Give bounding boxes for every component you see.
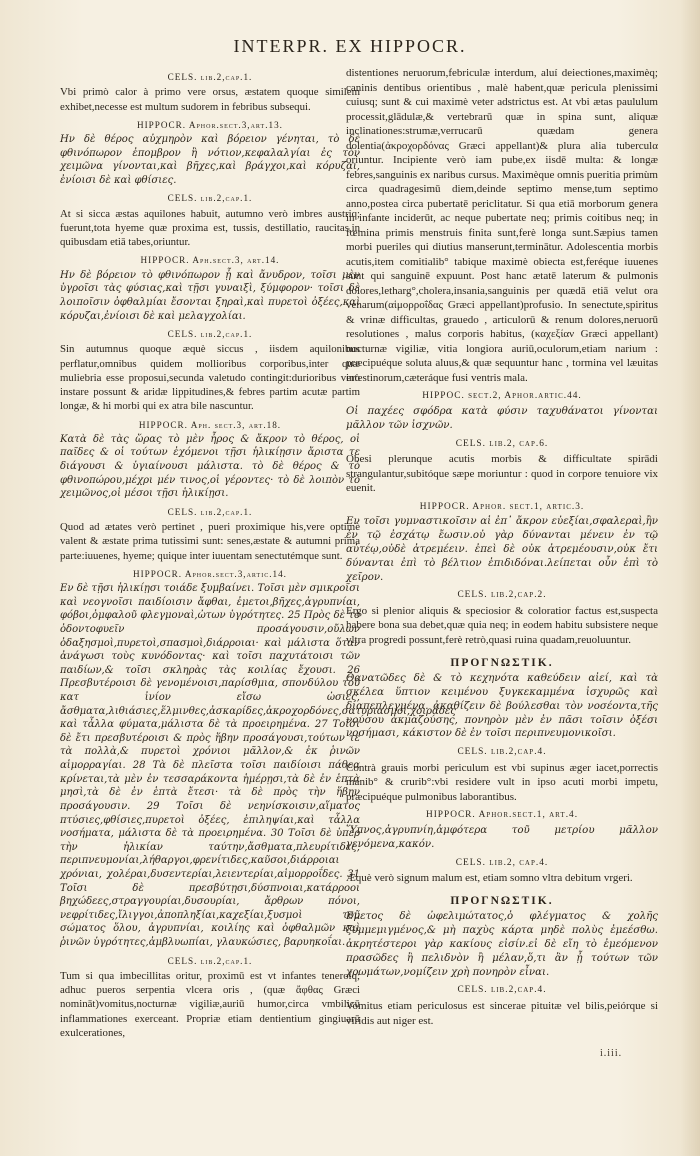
section-title: ΠΡΟΓΝΩΣΤΙΚ. (450, 894, 554, 907)
greek-paragraph: Κατὰ δὲ τὰς ὥρας τὸ μὲν ἦρος & ἄκρον τὸ θέρος, οἱ παῖδες & οἱ τούτων ἐχόμενοι τῇσι ἡλικίῃσιν ἄριστα τε διάγουσι & ὑγιαίνουσι μάλιστα. τὸ δὲ θέρος & τὸ φθινοπώρου,μέχρι μέν τινος,οἱ γέροντες· τὸ δὲ λοιπὸν τὸ χειμῶνος,οἱ μέσοι τῇσι ἡλικίῃσι. (60, 433, 360, 500)
citation-heading: HIPPOCR. Aphor.sect.3,art.13. (137, 119, 283, 130)
running-head: INTERPR. EX HIPPOCR. (233, 36, 467, 56)
left-column (60, 66, 456, 1040)
latin-paragraph: Æquè verò signum malum est, etiam somno vltra debitum vrgeri. (346, 872, 633, 885)
citation-heading: CELS. lib.2,cap.1. (167, 329, 253, 340)
latin-paragraph: At si sicca æstas aquilones habuit, autumno verò imbres austriq; fuerunt,tota hyeme quæ proxima est, tussis, destillatio, raucitas,in quibusdam etiā tabes,oriuntur. (60, 207, 360, 249)
citation-heading: CELS. lib.2,cap.2. (457, 590, 547, 601)
citation-heading: HIPPOCR. Aph. sect.3, art.18. (138, 419, 282, 430)
citation-heading: CELS. lib.2, cap.6. (455, 438, 549, 449)
citation-heading: CELS. lib.2,cap.1. (167, 506, 253, 517)
greek-paragraph: Εν τοῖσι γυμναστικοῖσιν αἱ ἐπ᾽ ἄκρον εὐεξίαι,σφαλεραὶ,ἢν ἐν τῷ ἐσχάτῳ ἔωσιν.οὐ γὰρ δύνανται μένειν ἐν τῷ αὐτέῳ,οὐδὲ ἀτρεμέειν. ἐπεὶ δὲ οὐκ ἀτρεμέουσιν,οὐκ ἔτι δύνανται ἐπὶ τὸ βέλτιον ἐπιδιδόναι.λείπεται οὖν ἐπὶ τὸ χεῖρον. (346, 516, 658, 583)
latin-paragraph: Obesi plerunque acutis morbis & difficultate spirādi strangulantur,subitóque sæpe moriuntur : quod in corpore tenuiore vix euenit. (346, 453, 658, 495)
latin-paragraph: Ergo si plenior aliquis & speciosior & coloratior factus est,suspecta habere bona sua debet,quæ quia neq; in eodem habitu subsistere neque vltra progredi possunt,ferè retrò,quasi ruina quadam,reuoluuntur. (346, 604, 658, 646)
citation-heading: CELS. lib.2, cap.4. (455, 857, 549, 868)
citation-heading: CELS. lib.2,cap.4. (457, 747, 547, 758)
latin-paragraph: Vbi primò calor à primo vere orsus, æstatem quoque similem exhibet,necesse est multum sudorem in febribus subsequi. (60, 86, 360, 113)
page-edge-stain (680, 0, 700, 1156)
citation-heading: HIPPOCR. Aphor.sect.3,artic.14. (133, 568, 287, 579)
right-column (346, 66, 658, 1028)
greek-paragraph: Εμετος δὲ ὠφελιμώτατος,ὁ φλέγματος & χολῆς ξυμμεμιγμένος,& μὴ παχὺς κάρτα μηδὲ πολὺς ἐμεέσθω. ἀκρητέστεροι γὰρ κακίους εἰσίν.εἰ δὲ εἴη τὸ ἐμεόμενον πρασῶδες ἢ πελιδνὸν ἢ μέλαν,ὅ,τι ἂν ᾖ τούτων τῶν χρωμάτων,νομίζειν χρὴ πονηρὸν εἶναι. (346, 911, 658, 978)
greek-paragraph: Ην δὲ βόρειον τὸ φθινόπωρον ᾖ καὶ ἄνυδρον, τοῖσι μὲν ὑγροῖσι τὰς φύσιας,καὶ τῇσι γυναιξὶ, ξύμφορον· τοῖσι δὲ λοιποῖσιν ὀφθαλμίαι ἔσονται ξηραὶ,καὶ πυρετοὶ ὀξέες,καὶ κόρυζαι,ἐνίοισι δὲ καὶ μελαγχολίαι. (60, 269, 360, 322)
citation-heading: HIPPOCR. Aph.sect.3, art.14. (140, 255, 280, 266)
greek-paragraph: Ὕπνος,ἀγρυπνίη,ἀμφότερα τοῦ μετρίου μᾶλλον γενόμενα,κακόν. (346, 824, 658, 850)
latin-paragraph: Sin autumnus quoque æquè siccus , iisdem aquilonibus perflatur,omnibus quidem mollioribus corporibus,inter quæ muliebria esse proposui,secunda valetudo contingit:durioribus verò instare possunt & aridæ lippitudines,& febres partim acutæ partim longæ, & hi morbi qui ex atra bile nascuntur. (60, 343, 360, 413)
citation-heading: HIPPOCR. Aphor. sect.1, artic.3. (419, 501, 585, 512)
greek-paragraph: Ην δὲ θέρος αὐχμηρὸν καὶ βόρειον γένηται, τὸ δὲ φθινόπωρον ἐπομβρον ἢ νότιον,κεφαλαλγίαι ἐς τὸν χειμῶνα γίνονται,καὶ βῆχες,καὶ βράγχοι,καὶ κόρυζαι, ἐνίοισι δὲ καὶ φθίσιες. (60, 134, 360, 186)
latin-paragraph: distentiones neruorum,febriculæ interdum, aluí deiectiones,maximèq; caninis dentibus orientibus , malè habent,quæ pericula plenissimi cuiusq; sunt & cui maximè veter adstrictus est. At vbi ætas paululum processit,glādulæ,& vertebrarū quæ in spina sunt, aliquæ inclinationes:strumæ,verrucarū quædam genera dolentia(ἀκροχορδόνας Græci appellant)& plura alia tuberculα oriuntur. Incipiente verò iam pube,ex iisdē multa: & longæ febres,sanguinis ex naribus cursus. Maximèque omnis pueritia primùm circa quadragesimū diem,deinde septimo mense,tum septimo anno,postea circa pubertatē periclitatur. Si qua etiā morborum genera in infante inciderūt, ac neque pubertate neq; primis coitibus neq; in fœmina primis menstruis finita sunt,ferè longa sunt.Sæpius tamen morbi pueriles qui diutius manserunt,terminātur. Adolescentia morbis acutis,item comitialib° tabique maximè obiecta est,feréque iuuenes sunt qui sanguinē expuunt. Post hanc ætatē laterum & pulmonis dolores,letharg°,cholera,insania,sanguinis per quædā etiā velut ora venarum(αἱμορροΐδας Græci appellant)profusio. In senectute,spiritus & vrinæ difficultas, grauedo , articulorū & renum dolores,neruorū resolutiones , malus corporis habitus, (καχεξίαν Græci appellant) nocturnæ vigiliæ, vitia longiora auriū,oculorum,etiam narium : præcipuéque soluta aluus,& quæ sequuntur hanc , tormina vel læuitas intestinorum,cæteráque fusi ventris mala. (346, 67, 658, 384)
greek-paragraph: Οἱ παχέες σφόδρα κατὰ φύσιν ταχυθάνατοι γίνονται μᾶλλον τῶν ἰσχνῶν. (346, 405, 658, 431)
greek-paragraph: Εν δὲ τῇσι ἡλικίῃσι τοιάδε ξυμβαίνει. Τοῖσι μὲν σμικροῖσι καὶ νεογνοῖσι παιδίοισιν ἄφθαι, ἐμετοι,βῆχες,ἀγρυπνίαι, φόβοι,ὀμφαλοῦ φλεγμοναὶ,ὠτων ὑγρότητες. 25 Πρὸς δὲ τὸ ὀδοντοφυεῖν προσάγουσιν,οὔλων ὀδαξησμοὶ,πυρετοὶ,σπασμοὶ,διάρροιαι· καὶ μάλιστα ὅταν ἀνάγωσι τοὺς κυνόδοντας· καὶ τοῖσι παχυτάτοισι τῶν παιδίων,& τοῖσι σκληρὰς τὰς κοιλίας ἔχουσι. 26 Πρεσβυτέροισι δὲ γενομένοισι,παρίσθμια, σπονδύλου τοῦ κατ ἰνίον εἴσω ὠσιες, ἄσθματα,λιθιάσιες,ἕλμινθες,ἀσκαρίδες,ἀκροχορδόνες,σατυριασμοὶ,χοιράδες καὶ τἆλλα φύματα,μάλιστα δὲ τὰ προειρημένα. 27 Τοῖσι δὲ ἔτι πρεσβυτέροισι & πρὸς ἥβην προσάγουσι,τούτων τε τὰ πολλὰ,& πυρετοὶ χρόνιοι μᾶλλον,& ἐκ ῥινῶν αἱμορραγίαι. 28 Τὰ δὲ πλεῖστα τοῖσι παιδίοισι πάθεα κρίνεται,τὰ μὲν ἐν τεσσαράκοντα ἡμέρῃσι,τὰ δὲ ἐν ἑπτὰ μησὶ,τὰ δὲ ἐν ἑπτὰ ἔτεσι· τὰ δὲ πρὸς τὴν ἥβην προσάγουσιν. 29 Τοῖσι δὲ νεηνίσκοισιν,αἵματος πτύσιες,φθίσιες,πυρετοὶ ὀξέες, ἐπιληψίαι,καὶ τἆλλα νοσήματα, μάλιστα δὲ τὰ προειρημένα. 30 Τοῖσι δὲ ὑπὲρ τὴν ἡλικίαν ταύτην,ἄσθματα,πλευρίτιδες, περιπνευμονίαι,λήθαργοι,φρενίτιδες,καῦσοι,διάρροιαι χρόνιαι, χολέραι,δυσεντερίαι,λειεντερίαι,αἱμορροΐδες. 31 Τοῖσι δὲ πρεσβύτῃσι,δύσπνοιαι,κατάρροοι βηχώδεες,στραγγουρίαι,δυσουρίαι, ἄρθρων πόνοι, νεφρίτιδες,ἴλιγγοι,ἀποπληξίαι,καχεξίαι,ξυσμοὶ τοῦ σώματος ὅλου, ἀγρυπνίαι, κοιλίης καὶ ὀφθαλμῶν καὶ ῥινῶν ὑγρότητες,ἀμβλυωπίαι, γλαυκώσιες, βαρυηκοΐαι. (60, 583, 456, 949)
latin-paragraph: Quod ad ætates verò pertinet , pueri proximique his,vere optimè valent & æstate prima tutissimi sunt: senes,æstate & autumni prima parte:iuuenes, hyeme; quique inter iuuentam senectutémque sunt. (60, 521, 360, 562)
citation-heading: CELS. lib.2,cap.1. (167, 193, 253, 204)
signature-mark: i.iii. (600, 1048, 623, 1059)
citation-heading: CELS. lib.2,cap.1. (167, 955, 253, 966)
section-title: ΠΡΟΓΝΩΣΤΙΚ. (450, 656, 554, 669)
latin-paragraph: Tum si qua imbecillitas oritur, proximū est vt infantes teneroſq; adhuc pueros serpentia vlcera oris , (quæ ἄφθας Græci nomināt)vomitus,nocturnæ vigiliæ,auriū humor,circa vmbilicū inflammationes exerceant. Propriæ etiam dentientium gingiuarū exulcerationes, (60, 969, 360, 1039)
greek-paragraph: Θανατῶδες δὲ & τὸ κεχηνότα καθεύδειν αἰεί, καὶ τὰ σκέλεα ὕπτιον κειμένου ξυγκεκαμμένα ἰσχυρῶς καὶ διαπεπλεγμένα. ἀκαθίζειν δὲ βούλεσθαι τὸν νοσέοντα,τῆς νούσου ἀκμαζούσης, πονηρὸν μὲν ἐν πᾶσι τοῖσιν ὀξέσι νοσήμασι, κάκιστον δὲ ἐν τοῖσι περιπνευμονικοῖσι. (346, 673, 658, 740)
citation-heading: HIPPOC. sect.2, Aphor.artic.44. (422, 391, 582, 402)
latin-paragraph: Contrà grauis morbi periculum est vbi supinus æger iacet,porrectis manib° & crurib°:vbi residere vult in ipso acuti morbi impetu, præcipuéque pulmonibus laborantibus. (346, 761, 658, 803)
citation-heading: HIPPOCR. Aphor.sect.1, art.4. (425, 810, 579, 821)
latin-paragraph: Vomitus etiam periculosus est sincerae pituitæ vel bilis,peiórque si viridis aut niger est. (346, 999, 658, 1027)
citation-heading: CELS. lib.2,cap.1. (167, 72, 253, 82)
citation-heading: CELS. lib.2,cap.4. (457, 985, 547, 996)
